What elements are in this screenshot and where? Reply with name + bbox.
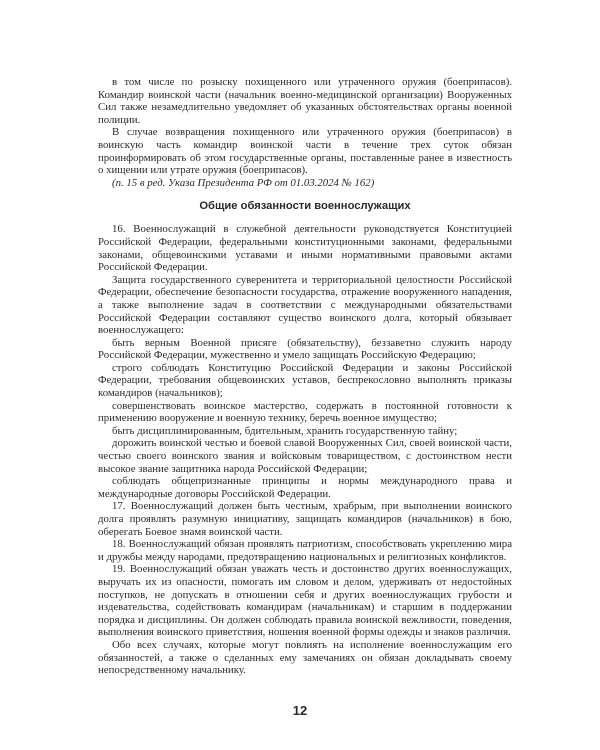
paragraph: 16. Военнослужащий в служебной деятельности руководствуется Конституцией Российской Федерации, федеральными конституционными законами, федеральными законами, общевоинскими уставами и иными нормативными правовыми актами Российской Федерации. [98, 223, 512, 274]
paragraph: совершенствовать воинское мастерство, содержать в постоянной готовности к применению вооружение и военную технику, беречь военное имущество; [98, 399, 512, 425]
page-number: 12 [292, 703, 308, 718]
document-body [98, 76, 512, 677]
paragraph: В случае возвращения похищенного или утраченного оружия (боеприпасов) в воинскую часть командир воинской части в течение трех суток обязан проинформировать об этом государственные органы, поставленные ранее в известность о хищении или утрате оружия (боеприпасов). [98, 126, 512, 177]
paragraph: быть дисциплинированным, бдительным, хранить государственную тайну; [112, 424, 458, 437]
paragraph: 19. Военнослужащий обязан уважать честь и достоинство других военнослужащих, выручать их из опасности, помогать им словом и делом, удерживать от недостойных поступков, не допускать в отношении себя и других военнослужащих грубости и издевательства, содействовать командирам (начальникам) и старшим в поддержании порядка и дисциплины. Он должен соблюдать правила воинской вежливости, поведения, выполнения воинского приветствия, ношения военной формы одежды и знаков различия. [98, 563, 512, 639]
paragraph: быть верным Военной присяге (обязательству), беззаветно служить народу Российской Федерации, мужественно и умело защищать Российскую Федерацию; [98, 336, 512, 362]
paragraph: в том числе по розыску похищенного или утраченного оружия (боеприпасов). Командир воинской части (начальник военно-медицинской организации) Вооруженных Сил также незамедлительно уведомляет об указанных обстоятельствах органы военной полиции. [98, 76, 512, 126]
amendment-note: (п. 15 в ред. Указа Президента РФ от 01.03.2024 № 162) [112, 176, 375, 189]
paragraph: строго соблюдать Конституцию Российской Федерации и законы Российской Федерации, требования общевоинских уставов, беспрекословно выполнять приказы командиров (начальников); [98, 361, 512, 400]
paragraph: Защита государственного суверенитета и территориальной целостности Российской Федерации, обеспечение безопасности государства, отражение вооруженного нападения, а также выполнение задач в соответствии с международными обязательствами Российской Федерации составляют существо воинского долга, который обязывает военнослужащего: [98, 273, 512, 337]
paragraph: соблюдать общепризнанные принципы и нормы международного права и международные договоры Российской Федерации. [98, 475, 512, 500]
paragraph: 17. Военнослужащий должен быть честным, храбрым, при выполнении воинского долга проявлять разумную инициативу, защищать командиров (начальников) в бою, оберегать Боевое знамя воинской части. [98, 500, 512, 538]
section-heading: Общие обязанности военнослужащих [199, 200, 411, 213]
paragraph: Обо всех случаях, которые могут повлиять на исполнение военнослужащим его обязанностей, а также о сделанных ему замечаниях он обязан докладывать своему непосредственному начальнику. [98, 638, 512, 677]
paragraph: 18. Военнослужащий обязан проявлять патриотизм, способствовать укреплению мира и дружбы между народами, предотвращению национальных и религиозных конфликтов. [98, 538, 512, 563]
paragraph: дорожить воинской честью и боевой славой Вооруженных Сил, своей воинской части, честью своего воинского звания и войсковым товариществом, с достоинством нести высокое звание защитника народа Российской Федерации; [98, 437, 512, 475]
